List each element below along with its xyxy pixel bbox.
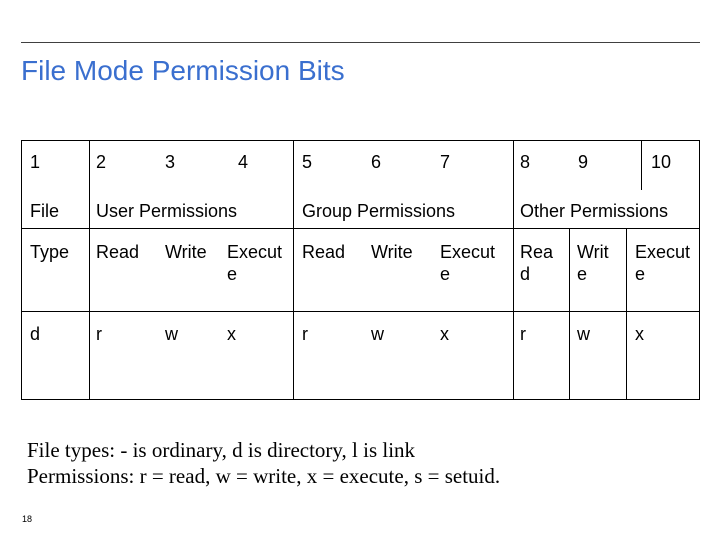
column-divider: [513, 141, 514, 399]
permission-name-cell: Write: [371, 242, 413, 262]
permissions-note: Permissions: r = read, w = write, x = execute, s = setuid.: [27, 464, 501, 488]
bit-cell: d: [30, 324, 41, 344]
header-cell: 6: [371, 152, 382, 172]
bit-cell: r: [520, 324, 526, 344]
group-label-group: Group Permissions: [302, 201, 456, 221]
header-cell: 5: [302, 152, 313, 172]
permission-name-cell: Execut e: [227, 242, 283, 284]
group-label-other: Other Permissions: [520, 201, 669, 221]
row-divider: [22, 228, 699, 229]
permission-name-cell: Write: [165, 242, 207, 262]
permission-name-cell: Read: [96, 242, 140, 262]
bit-cell: r: [302, 324, 308, 344]
page-number: 18: [22, 514, 33, 524]
permission-name-cell: Read: [302, 242, 346, 262]
permission-name-cell: Execut e: [440, 242, 496, 284]
permission-name-cell: Writ e: [577, 242, 609, 284]
notes: [27, 437, 500, 489]
bit-cell: x: [227, 324, 236, 344]
header-cell: 10: [651, 152, 672, 172]
page-title: File Mode Permission Bits: [21, 55, 345, 86]
header-cell: 9: [578, 152, 589, 172]
header-cell: 7: [440, 152, 451, 172]
header-cell: 2: [96, 152, 107, 172]
header-cell: 3: [165, 152, 176, 172]
permission-name-cell: Execut e: [635, 242, 691, 284]
row-divider: [22, 311, 699, 312]
bit-cell: x: [440, 324, 449, 344]
group-label-user: User Permissions: [96, 201, 238, 221]
group-label-file: File: [30, 201, 60, 221]
column-divider: [641, 141, 642, 190]
header-cell: 8: [520, 152, 531, 172]
permission-name-cell: Type: [30, 242, 70, 262]
column-divider: [89, 141, 90, 399]
header-cell: 4: [238, 152, 249, 172]
header-cell: 1: [30, 152, 41, 172]
bit-cell: w: [577, 324, 590, 344]
column-divider: [293, 141, 294, 399]
permission-bits-table: [21, 140, 700, 400]
permission-name-cell: Rea d: [520, 242, 554, 284]
bit-cell: x: [635, 324, 644, 344]
column-divider: [569, 228, 570, 399]
column-divider: [626, 228, 627, 399]
file-types-note: File types: - is ordinary, d is directory, l is link: [27, 438, 416, 462]
bit-cell: r: [96, 324, 102, 344]
title-rule: [21, 42, 700, 43]
bit-cell: w: [165, 324, 178, 344]
bit-cell: w: [371, 324, 384, 344]
